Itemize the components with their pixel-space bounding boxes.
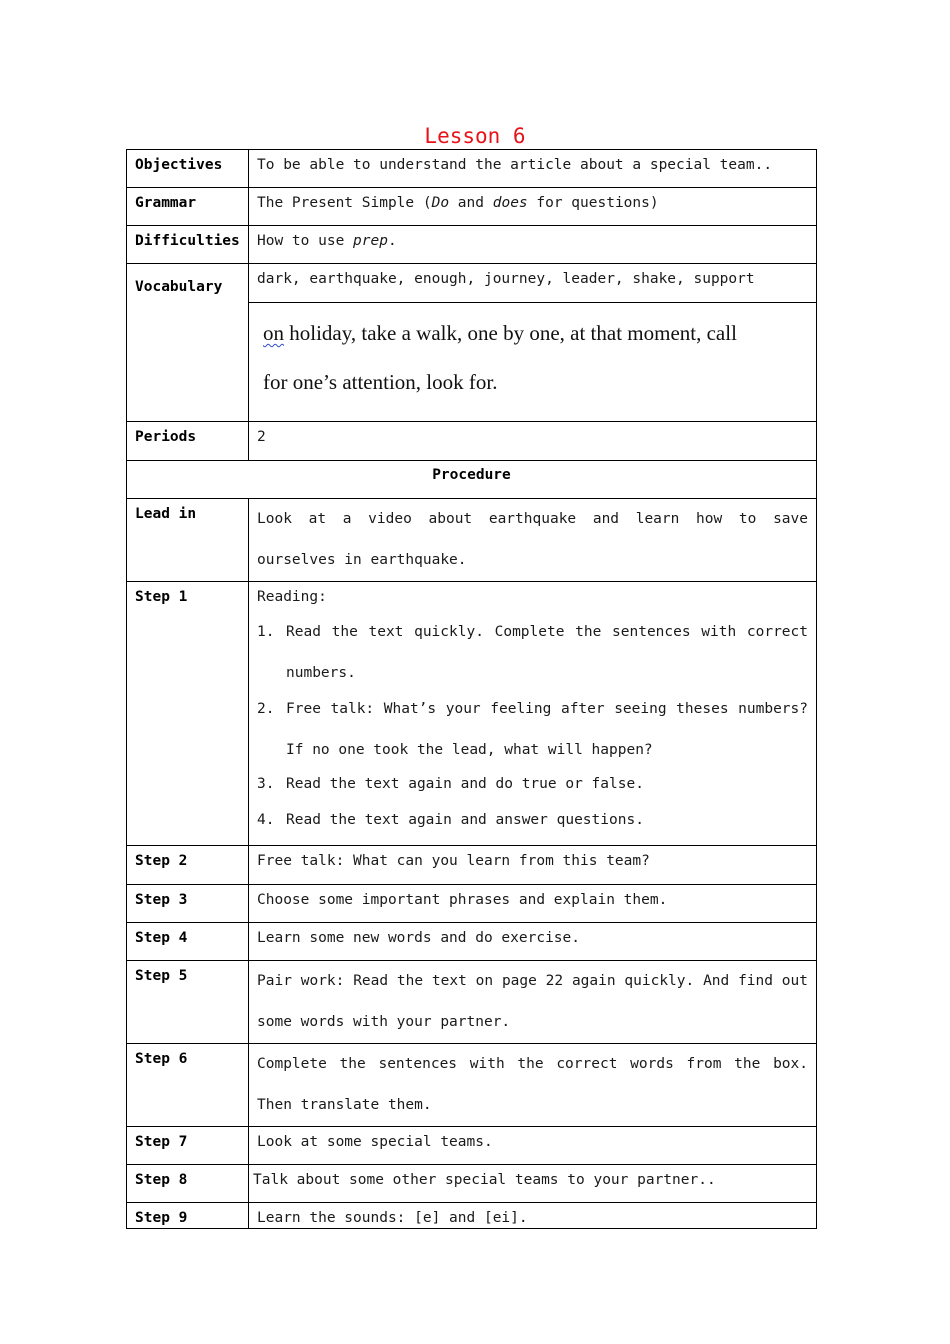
row-procedure	[127, 461, 817, 499]
row-step-8	[127, 1165, 817, 1203]
step-1-item-3	[257, 766, 808, 802]
step-1-heading: Reading:	[257, 589, 327, 605]
step-6-cell	[249, 1044, 817, 1127]
row-step-5	[127, 961, 817, 1044]
procedure-heading: Procedure	[127, 461, 817, 499]
difficulties-post: .	[387, 233, 397, 249]
step-1-item-4-text: Read the text again and answer questions.	[286, 812, 644, 828]
difficulties-text	[249, 226, 817, 264]
step-1-item-2-text: Free talk: What’s your feeling after seeing theses numbers? If no one took the lead, what will happen?	[286, 701, 808, 758]
step-5-label: Step 5	[127, 961, 249, 1044]
step-4-label: Step 4	[127, 923, 249, 961]
lesson-title: Lesson 6	[424, 124, 526, 148]
step-1-item-1-text: Read the text quickly. Complete the sentences with correct numbers.	[286, 624, 808, 681]
step-4-text: Learn some new words and do exercise.	[249, 923, 817, 961]
row-lead-in	[127, 499, 817, 582]
lead-in-body: Look at a video about earthquake and learn how to save ourselves in earthquake.	[257, 511, 808, 568]
phrase-on: on	[263, 321, 284, 345]
grammar-text	[249, 188, 817, 226]
step-5-text: Pair work: Read the text on page 22 again quickly. And find out some words with your partner.	[257, 973, 808, 1030]
grammar-post: for questions)	[527, 195, 659, 211]
step-1-item-4-num: 4.	[257, 812, 275, 828]
step-2-text: Free talk: What can you learn from this team?	[249, 846, 817, 885]
grammar-label: Grammar	[127, 188, 249, 226]
row-step-9	[127, 1203, 817, 1229]
row-vocabulary	[127, 264, 817, 422]
grammar-and: and	[449, 195, 493, 211]
row-periods	[127, 422, 817, 461]
vocabulary-label: Vocabulary	[127, 264, 249, 422]
step-8-label: Step 8	[127, 1165, 249, 1203]
difficulties-label: Difficulties	[127, 226, 249, 264]
phrases-line-1: holiday, take a walk, one by one, at that moment, call	[284, 321, 737, 345]
periods-value: 2	[249, 422, 817, 461]
grammar-pre: The Present Simple (	[257, 195, 432, 211]
row-step-1	[127, 582, 817, 846]
difficulties-pre: How to use	[257, 233, 354, 249]
step-6-text: Complete the sentences with the correct words from the box. Then translate them.	[257, 1056, 808, 1113]
lead-in-label: Lead in	[127, 499, 249, 582]
step-3-text: Choose some important phrases and explain them.	[249, 885, 817, 923]
step-7-label: Step 7	[127, 1127, 249, 1165]
step-5-cell	[249, 961, 817, 1044]
row-objectives	[127, 150, 817, 188]
step-1-item-1-num: 1.	[257, 624, 275, 640]
row-difficulties	[127, 226, 817, 264]
difficulties-prep: prep	[353, 233, 388, 249]
grammar-do: Do	[431, 195, 450, 211]
step-6-label: Step 6	[127, 1044, 249, 1127]
row-step-2	[127, 846, 817, 885]
grammar-does: does	[492, 195, 528, 211]
objectives-label: Objectives	[127, 150, 249, 188]
step-1-item-4	[257, 802, 808, 838]
step-1-list	[257, 612, 808, 838]
step-3-label: Step 3	[127, 885, 249, 923]
step-1-label: Step 1	[127, 582, 249, 846]
step-1-item-1	[257, 612, 808, 694]
row-step-7	[127, 1127, 817, 1165]
step-9-text: Learn the sounds: [e] and [ei].	[249, 1203, 817, 1229]
step-1-item-3-num: 3.	[257, 776, 275, 792]
step-7-text: Look at some special teams.	[249, 1127, 817, 1165]
row-grammar	[127, 188, 817, 226]
objectives-text: To be able to understand the article about a special team..	[249, 150, 817, 188]
step-1-item-2	[257, 689, 808, 771]
step-1-item-3-text: Read the text again and do true or false.	[286, 776, 644, 792]
vocabulary-cell	[249, 264, 817, 422]
step-2-label: Step 2	[127, 846, 249, 885]
lesson-plan-table	[126, 149, 817, 1229]
step-1-item-2-num: 2.	[257, 701, 275, 717]
row-step-6	[127, 1044, 817, 1127]
periods-label: Periods	[127, 422, 249, 461]
step-9-label: Step 9	[127, 1203, 249, 1229]
vocabulary-phrases	[249, 302, 816, 421]
row-step-4	[127, 923, 817, 961]
step-8-text: Talk about some other special teams to your partner..	[249, 1165, 817, 1203]
lead-in-text	[249, 499, 817, 582]
phrases-line-2: for one’s attention, look for.	[263, 370, 498, 394]
row-step-3	[127, 885, 817, 923]
step-1-cell	[249, 582, 817, 846]
vocabulary-words: dark, earthquake, enough, journey, leader, shake, support	[257, 271, 755, 287]
